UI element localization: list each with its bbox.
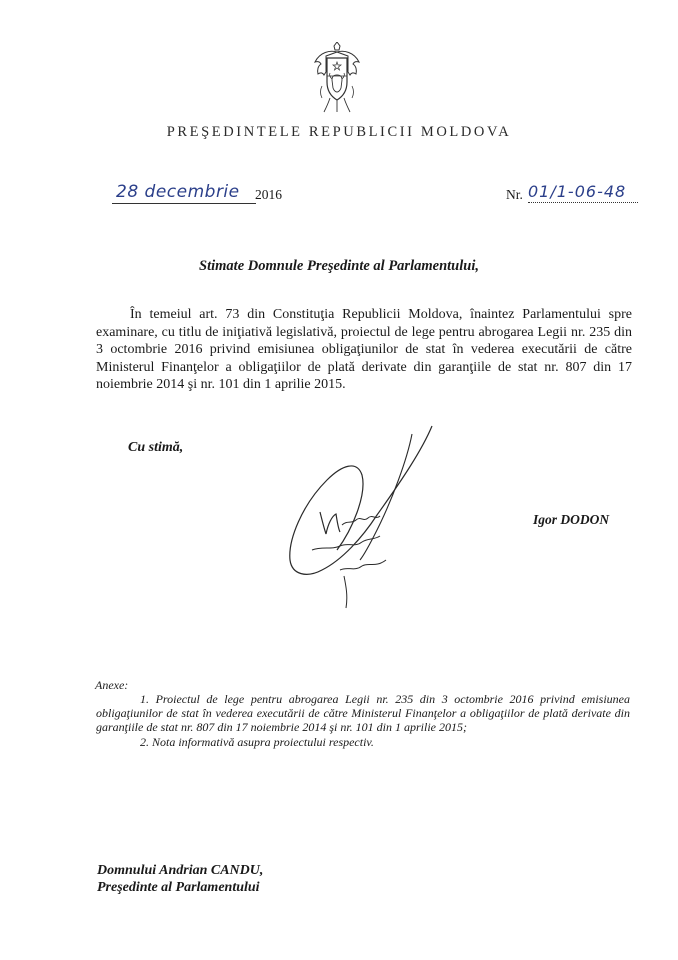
header-title: PREŞEDINTELE REPUBLICII MOLDOVA [166, 124, 512, 140]
moldova-coat-of-arms-icon [312, 42, 362, 114]
handwritten-signature [282, 420, 452, 620]
annex-item: 2. Nota informativă asupra proiectului respectiv. [140, 734, 374, 749]
date-year: 2016 [255, 187, 282, 202]
recipient-title: Preşedinte al Parlamentului [97, 880, 260, 895]
salutation: Stimate Domnule Preşedinte al Parlamentului, [199, 258, 479, 274]
annex-item: 1. Proiectul de lege pentru abrogarea Legii nr. 235 din 3 octombrie 2016 privind emisiunea obligaţiunilor de stat în vederea executării de către Ministerul Finanţelor a obligaţiilor de plată derivate din garanţiile de stat nr. 807 din 17 noiembrie 2014 şi nr. 101 din 1 aprilie 2015; [96, 692, 630, 735]
recipient-name: Domnului Andrian CANDU, [97, 863, 264, 878]
letter-body: În temeiul art. 73 din Constituţia Republicii Moldova, înaintez Parlamentului spre examinare, cu titlu de iniţiativă legislativă, proiectul de lege pentru abrogarea Legii nr. 235 din 3 octombrie 2016 privind emisiunea obligaţiunilor de stat în vederea executării de către Ministerul Finanţelor a obligaţiilor de plată derivate din garanţiile de stat nr. 807 din 17 noiembrie 2014 şi nr. 101 din 1 aprilie 2015. [96, 307, 632, 392]
closing-phrase: Cu stimă, [128, 440, 184, 455]
reference-label: Nr. [506, 187, 523, 202]
handwritten-date: 28 decembrie [112, 183, 256, 204]
annex-label: Anexe: [95, 678, 129, 692]
annex-list [96, 692, 630, 749]
handwritten-reference-number: 01/1-06-48 [528, 182, 638, 203]
recipient-block [97, 862, 263, 896]
signer-name: Igor DODON [533, 512, 610, 527]
